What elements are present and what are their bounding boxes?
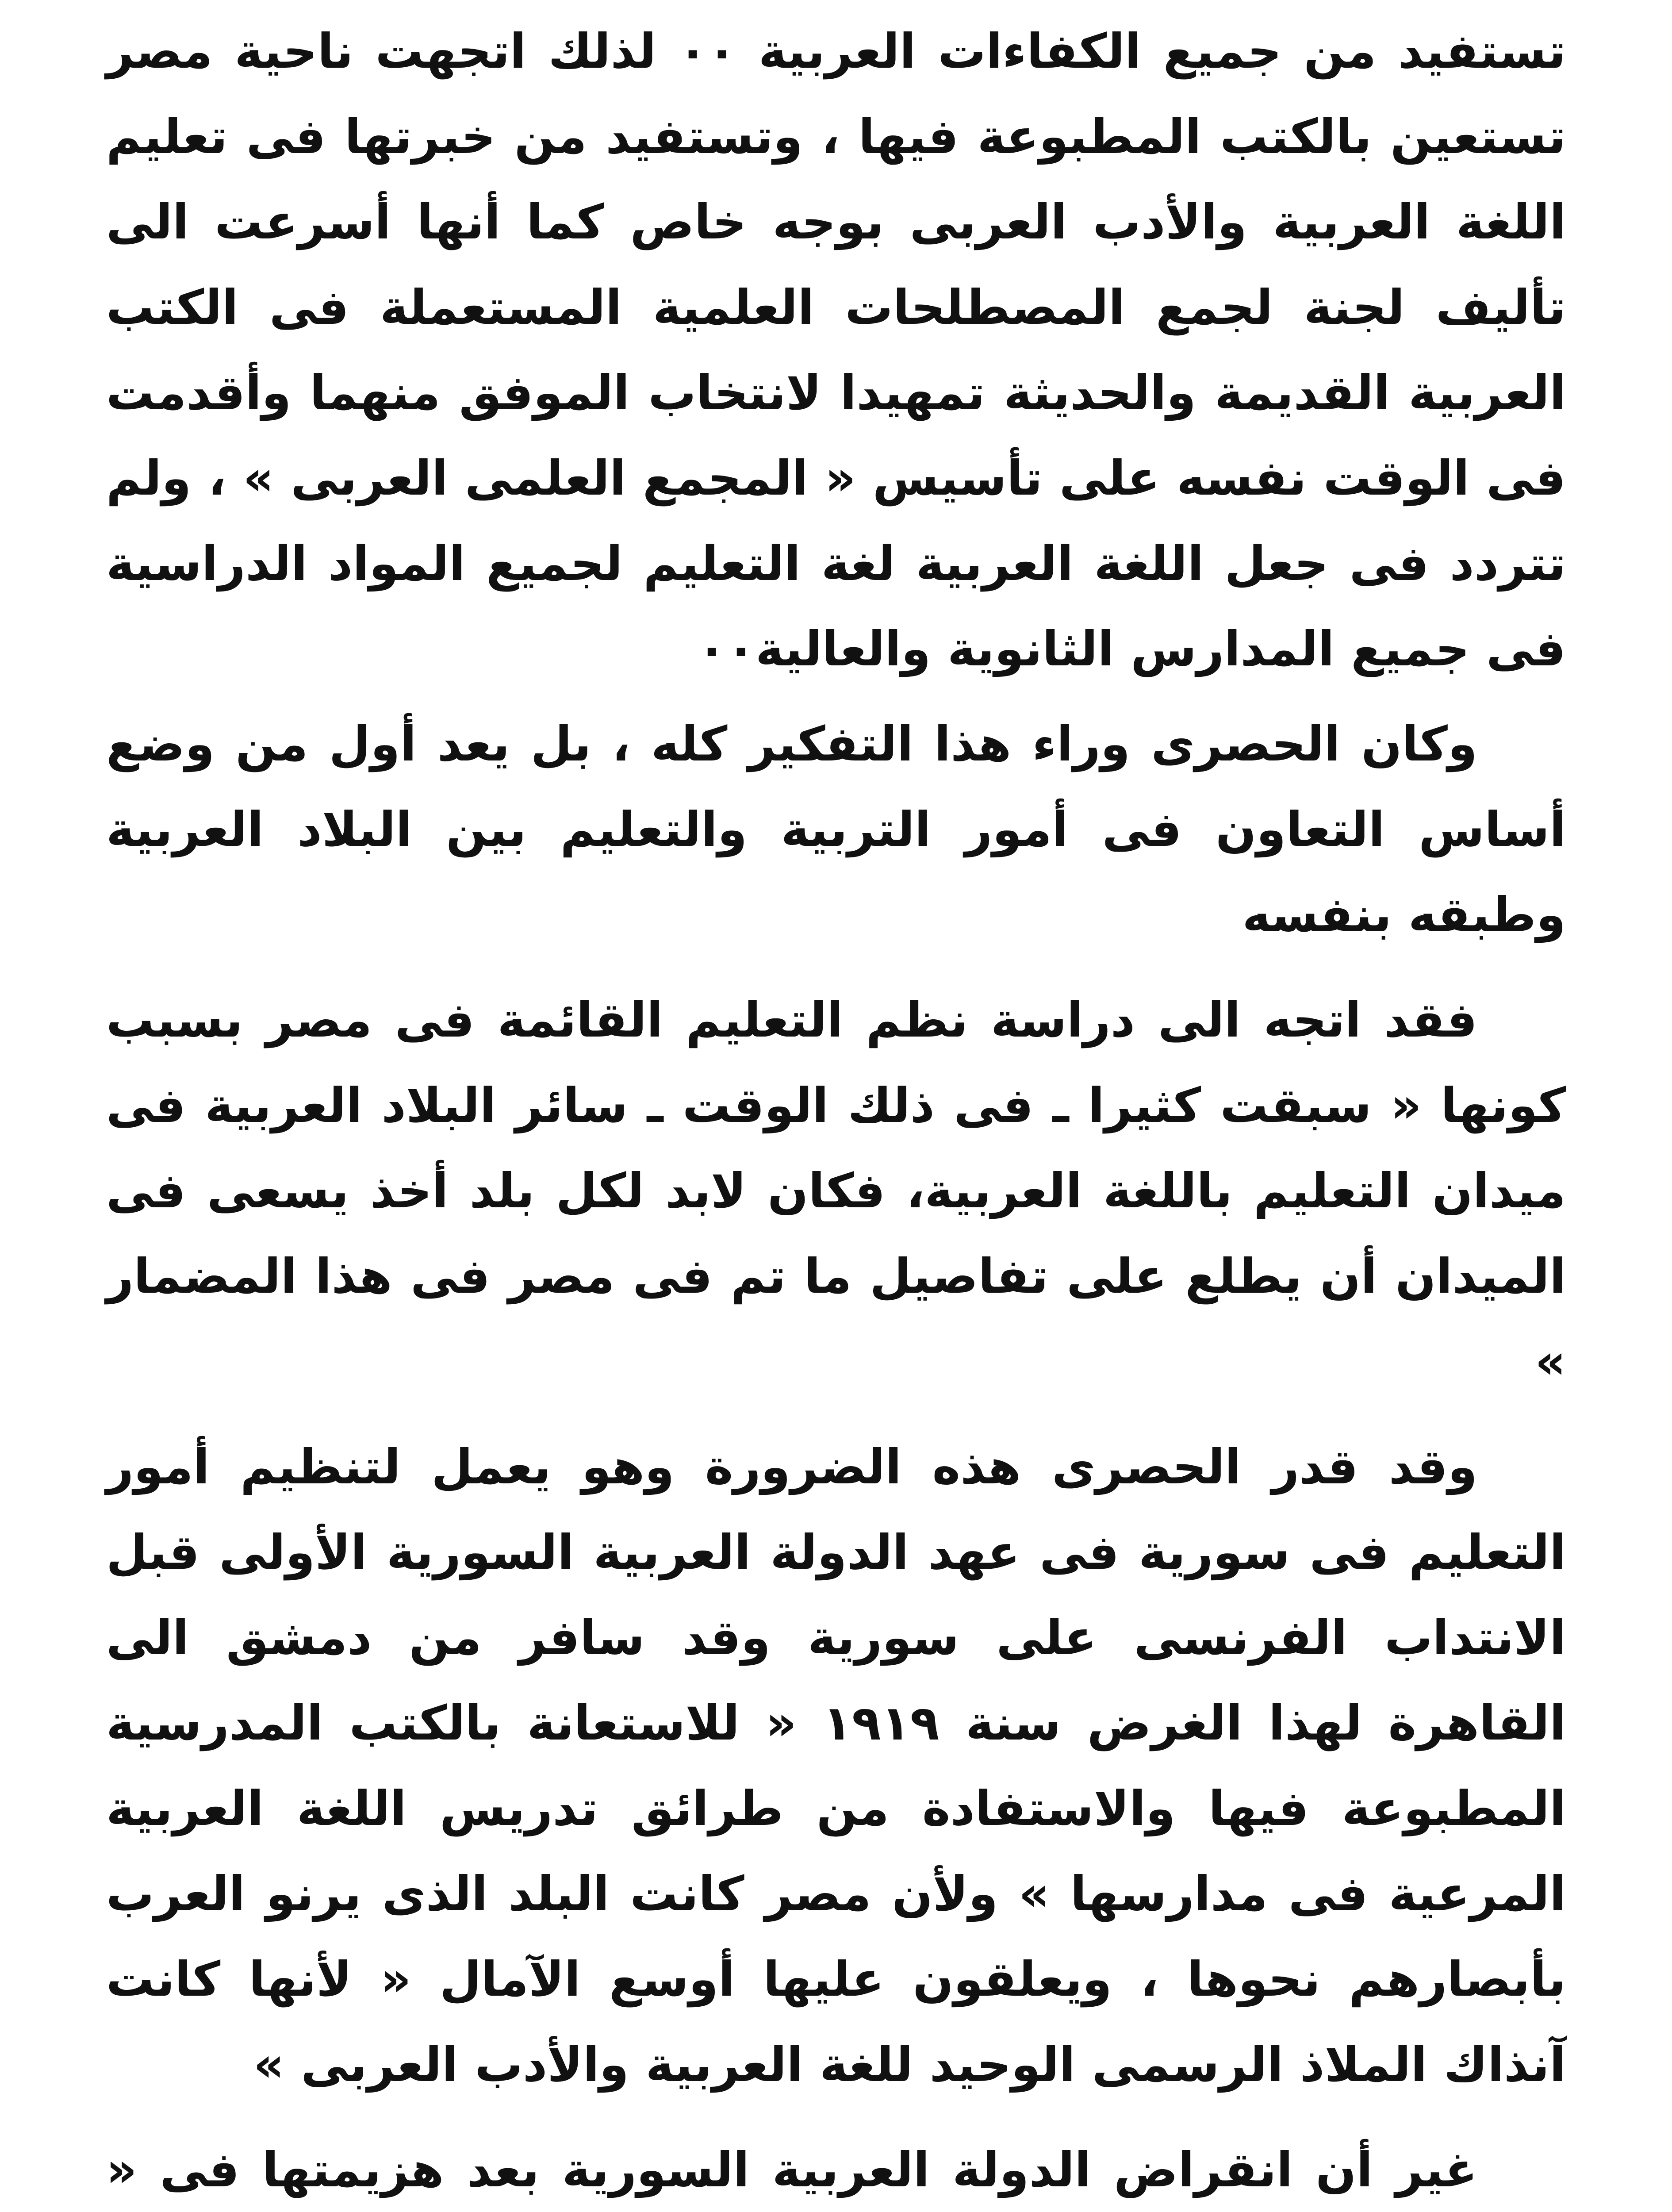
text-body: [106, 9, 1566, 2212]
paragraph-5: غير أن انقراض الدولة العربية السورية بعد هزيمتها فى «: [106, 2143, 1477, 2198]
paragraph-1: تستفيد من جميع الكفاءات العربية ٠٠ لذلك اتجهت ناحية مصر تستعين بالكتب المطبوعة فيها ، وتستفيد من خبرتها فى تعليم اللغة العربية والأدب العربى بوجه خاص كما أنها أسرعت الى تأليف لجنة لجمع المصطلحات العلمية المستعملة فى الكتب العربية القديمة والحديثة تمهيدا لانتخاب الموفق منهما وأقدمت فى الوقت نفسه على تأسيس « المجمع العلمى العربى » ، ولم تتردد فى جعل اللغة العربية لغة التعليم لجميع المواد الدراسية فى جميع المدارس الثانوية والعالية٠٠: [106, 24, 1566, 677]
paragraph-4: وقد قدر الحصرى هذه الضرورة وهو يعمل لتنظيم أمور التعليم فى سورية فى عهد الدولة العربية السورية الأولى قبل الانتداب الفرنسى على سورية وقد سافر من دمشق الى القاهرة لهذا الغرض سنة ١٩١٩ « للاستعانة بالكتب المدرسية المطبوعة فيها والاستفادة من طرائق تدريس اللغة العربية المرعية فى مدارسها » ولأن مصر كانت البلد الذى يرنو العرب بأبصارهم نحوها ، ويعلقون عليها أوسع الآمال « لأنها كانت آنذاك الملاذ الرسمى الوحيد للغة العربية والأدب العربى »: [106, 1440, 1566, 2093]
paragraph-3: فقد اتجه الى دراسة نظم التعليم القائمة فى مصر بسبب كونها « سبقت كثيرا ـ فى ذلك الوقت ـ سائر البلاد العربية فى ميدان التعليم باللغة العربية، فكان لابد لكل بلد أخذ يسعى فى الميدان أن يطلع على تفاصيل ما تم فى مصر فى هذا المضمار »: [106, 993, 1566, 1390]
paragraph-2: وكان الحصرى وراء هذا التفكير كله ، بل يعد أول من وضع أساس التعاون فى أمور التربية والتعليم بين البلاد العربية وطبقه بنفسه: [106, 717, 1566, 943]
